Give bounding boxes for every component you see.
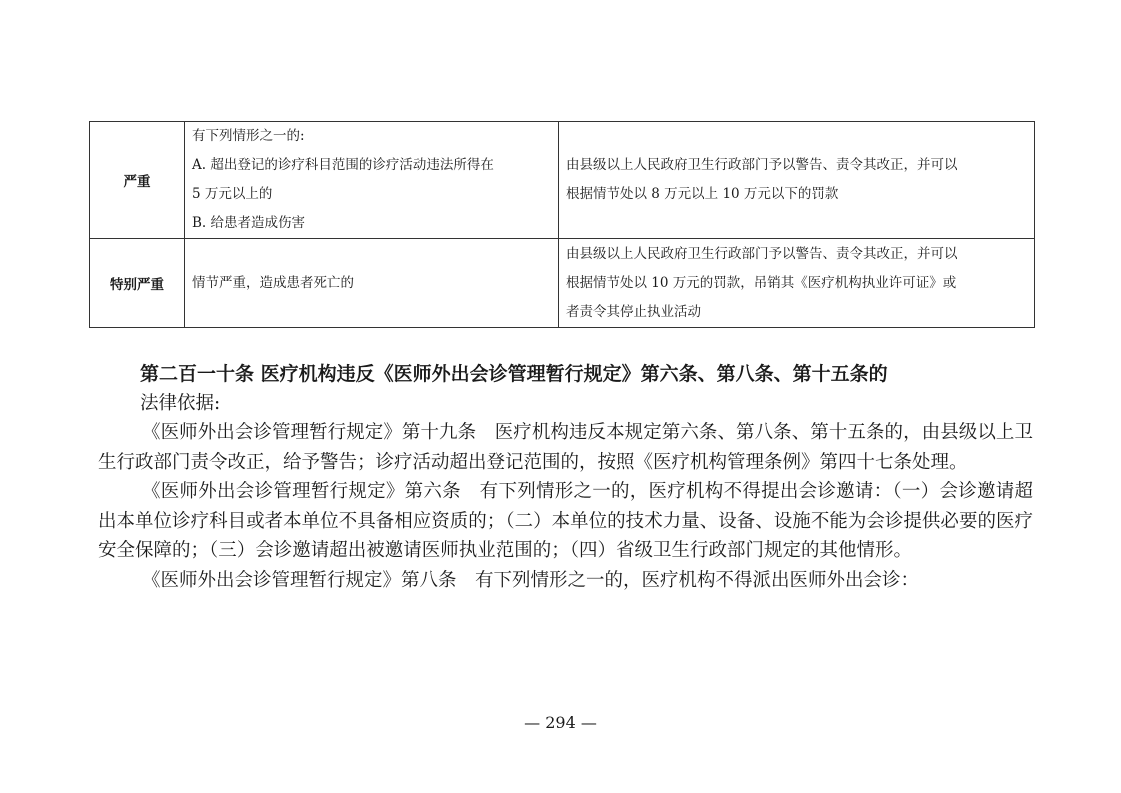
penalty-table xyxy=(89,121,1035,328)
condition-cell xyxy=(185,239,559,328)
condition-line: 5 万元以上的 xyxy=(192,186,273,202)
legal-basis-label: 法律依据: xyxy=(140,393,221,414)
penalty-line: 者责令其停止执业活动 xyxy=(566,303,701,320)
penalty-cell xyxy=(559,239,1035,328)
penalty-line: 根据情节处以 8 万元以上 10 万元以下的罚款 xyxy=(566,186,839,202)
condition-cell xyxy=(185,122,559,239)
article-heading: 第二百一十条 医疗机构违反《医师外出会诊管理暂行规定》第六条、第八条、第十五条的 xyxy=(140,363,888,385)
condition-line: 有下列情形之一的: xyxy=(192,128,305,144)
severity-level-cell: 特别严重 xyxy=(90,239,185,328)
page-number: — 294 — xyxy=(524,713,597,732)
condition-line: 情节严重，造成患者死亡的 xyxy=(192,274,354,291)
penalty-line: 由县级以上人民政府卫生行政部门予以警告、责令其改正，并可以 xyxy=(566,245,958,262)
severity-level-cell: 严重 xyxy=(90,122,185,239)
body-paragraph: 《医师外出会诊管理暂行规定》第六条 有下列情形之一的，医疗机构不得提出会诊邀请：（一）会诊邀请超出本单位诊疗科目或者本单位不具备相应资质的；（二）本单位的技术力量、设备、设施不能为会诊提供必要的医疗安全保障的；（三）会诊邀请超出被邀请医师执业范围的；（四）省级卫生行政部门规定的其他情形。 xyxy=(98,481,1033,561)
table-row xyxy=(90,239,1035,328)
table-row xyxy=(90,122,1035,239)
article-body xyxy=(98,418,1033,595)
condition-line: A. 超出登记的诊疗科目范围的诊疗活动违法所得在 xyxy=(192,157,494,173)
condition-line: B. 给患者造成伤害 xyxy=(192,215,306,231)
body-paragraph: 《医师外出会诊管理暂行规定》第十九条 医疗机构违反本规定第六条、第八条、第十五条的，由县级以上卫生行政部门责令改正，给予警告；诊疗活动超出登记范围的，按照《医疗机构管理条例》第四十七条处理。 xyxy=(98,422,1033,473)
penalty-line: 由县级以上人民政府卫生行政部门予以警告、责令其改正，并可以 xyxy=(566,157,958,173)
body-paragraph: 《医师外出会诊管理暂行规定》第八条 有下列情形之一的，医疗机构不得派出医师外出会诊： xyxy=(142,569,920,591)
penalty-line: 根据情节处以 10 万元的罚款，吊销其《医疗机构执业许可证》或 xyxy=(566,274,957,291)
penalty-cell xyxy=(559,122,1035,239)
